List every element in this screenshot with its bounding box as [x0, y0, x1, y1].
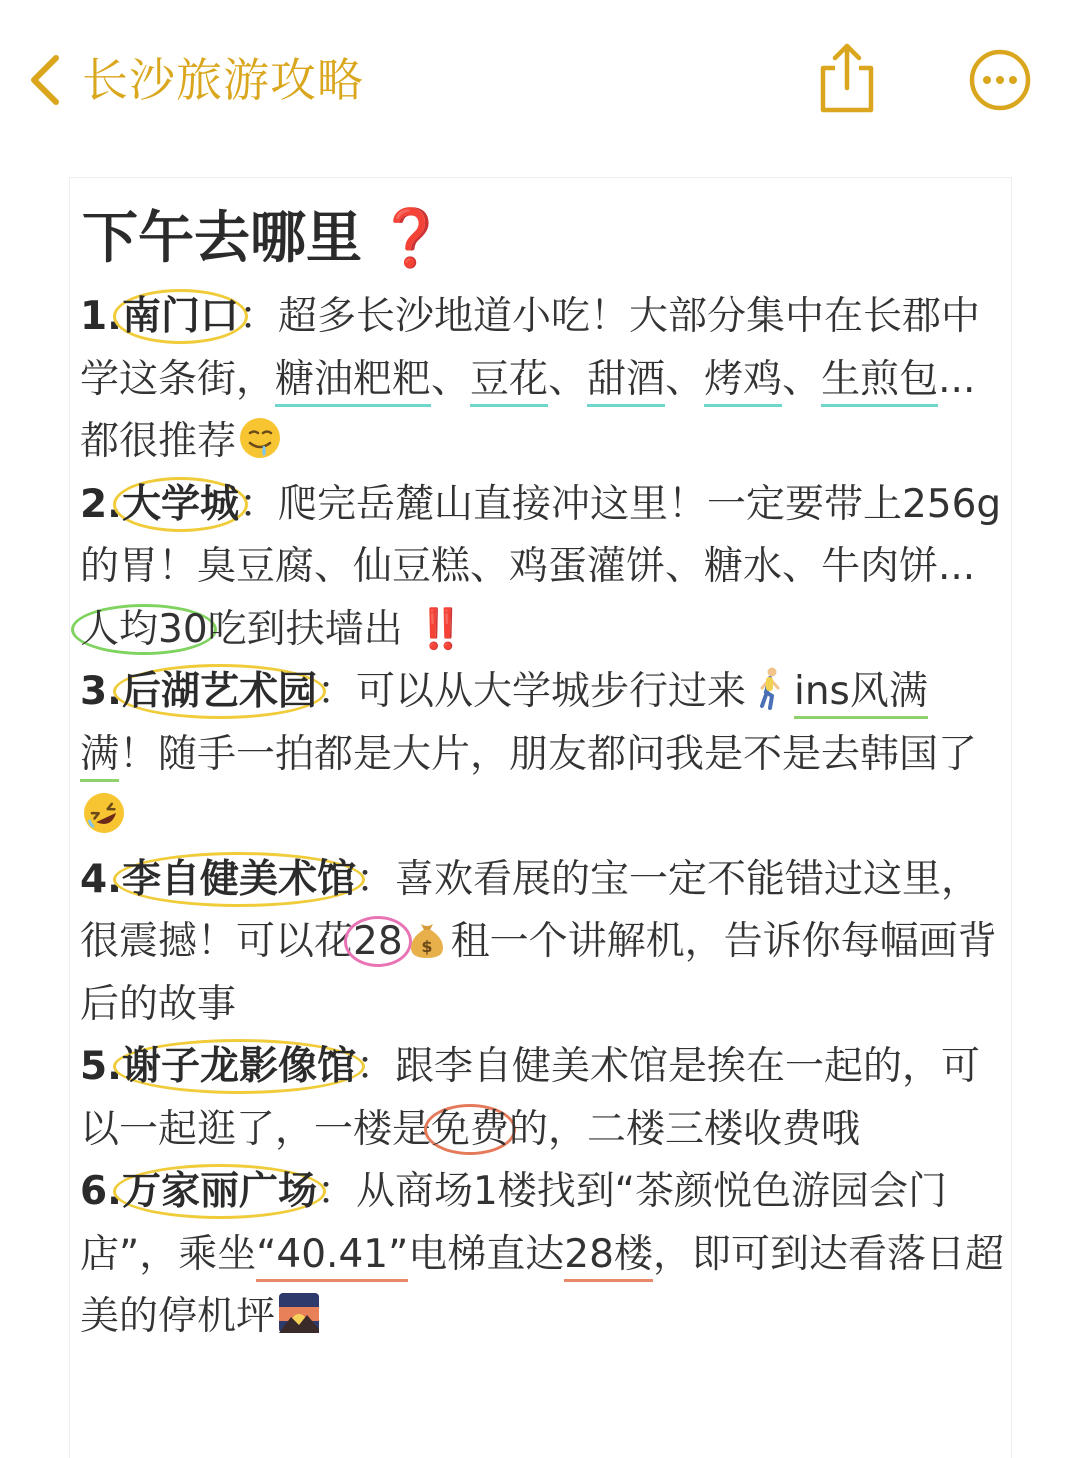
snack-name: 甜酒 [587, 357, 665, 407]
walking-person-icon [748, 666, 792, 710]
separator: ： [238, 294, 278, 339]
snack-name: 生煎包 [821, 357, 938, 407]
item-text: ...都很推荐 [80, 356, 976, 464]
place-name: 谢子龙影像馆 [113, 1039, 365, 1094]
item-number: 6. [80, 1169, 122, 1214]
item-text: 跟李自健美术馆是挨在一起的，可以一起逛了，一楼是 [80, 1044, 980, 1152]
drooling-face-icon [238, 416, 282, 460]
more-button[interactable] [968, 48, 1032, 112]
separator: ： [355, 856, 395, 902]
list-item [80, 661, 1005, 849]
place-name: 南门口 [113, 289, 248, 344]
item-text: 的，二楼三楼收费哦 [509, 1106, 861, 1152]
separator: ： [238, 481, 278, 527]
item-text: 超多长沙地道小吃！大部分集中在长郡中学这条街， [80, 294, 980, 402]
sunrise-over-mountains-icon [277, 1291, 321, 1335]
snack-name: 糖油粑粑 [275, 357, 431, 407]
style-highlight: ins风满满 [80, 669, 928, 782]
list-item [80, 474, 1005, 662]
separator: 、 [548, 356, 588, 402]
item-text: 电梯直达 [408, 1231, 565, 1277]
share-icon [815, 40, 879, 116]
item-text: 喜欢看展的宝一定不能错过这里，很震撼！可以花 [80, 856, 980, 964]
separator: 、 [782, 356, 822, 402]
item-text: 可以从大学城步行过来 [355, 669, 746, 714]
elevator-highlight: “40.41” [256, 1232, 408, 1282]
list-item [80, 1036, 1005, 1161]
price-highlight: 人均30 [71, 604, 217, 655]
note-card [69, 177, 1012, 1458]
separator: ： [316, 669, 356, 714]
item-text: 吃到扶墙出 [207, 606, 403, 652]
item-number: 3. [80, 669, 122, 714]
double-exclamation-icon: ‼️ [416, 606, 458, 652]
free-highlight: 免费 [424, 1104, 516, 1155]
snack-name: 烤鸡 [704, 357, 782, 407]
back-button[interactable] [22, 50, 72, 110]
item-text: ，即可到达看落日超美的停机坪 [80, 1231, 1004, 1339]
nav-bar [0, 0, 1080, 160]
list-item [80, 1161, 1005, 1349]
separator: 、 [665, 356, 705, 402]
svg-text:$: $ [421, 937, 433, 956]
item-text: ！随手一拍都是大片，朋友都问我是不是去韩国了 [119, 731, 978, 777]
place-name: 李自健美术馆 [113, 852, 365, 907]
price-highlight: 28 [344, 916, 412, 967]
separator: 、 [431, 356, 471, 402]
list-item [80, 849, 1005, 1037]
place-name: 后湖艺术园 [113, 664, 326, 719]
item-number: 5. [80, 1044, 122, 1089]
item-number: 2. [80, 481, 122, 527]
page-title: 长沙旅游攻略 [82, 53, 364, 107]
item-number: 1. [80, 294, 122, 339]
place-name: 万家丽广场 [113, 1164, 326, 1219]
more-circle-icon [968, 48, 1032, 112]
separator: ： [316, 1169, 356, 1214]
item-text: 爬完岳麓山直接冲这里！一定要带上256g的胃！臭豆腐、仙豆糕、鸡蛋灌饼、糖水、牛肉饼... [80, 481, 1002, 589]
note-body [80, 286, 1005, 1349]
note-title-text: 下午去哪里 [82, 206, 362, 271]
share-button[interactable] [815, 40, 879, 116]
list-item [80, 286, 1005, 474]
money-bag-icon [405, 916, 449, 960]
question-mark-icon: ❓ [376, 206, 446, 271]
rolling-laughing-face-icon [82, 791, 126, 835]
floor-highlight: 28楼 [564, 1232, 653, 1282]
snack-name: 豆花 [470, 357, 548, 407]
chevron-left-icon [22, 50, 72, 110]
note-title [82, 206, 446, 272]
item-text: 从商场1楼找到“茶颜悦色游园会门店”，乘坐 [80, 1169, 948, 1277]
item-number: 4. [80, 856, 122, 902]
place-name: 大学城 [113, 477, 248, 532]
separator: ： [355, 1044, 395, 1089]
item-text: 租一个讲解机，告诉你每幅画背后的故事 [80, 919, 997, 1027]
